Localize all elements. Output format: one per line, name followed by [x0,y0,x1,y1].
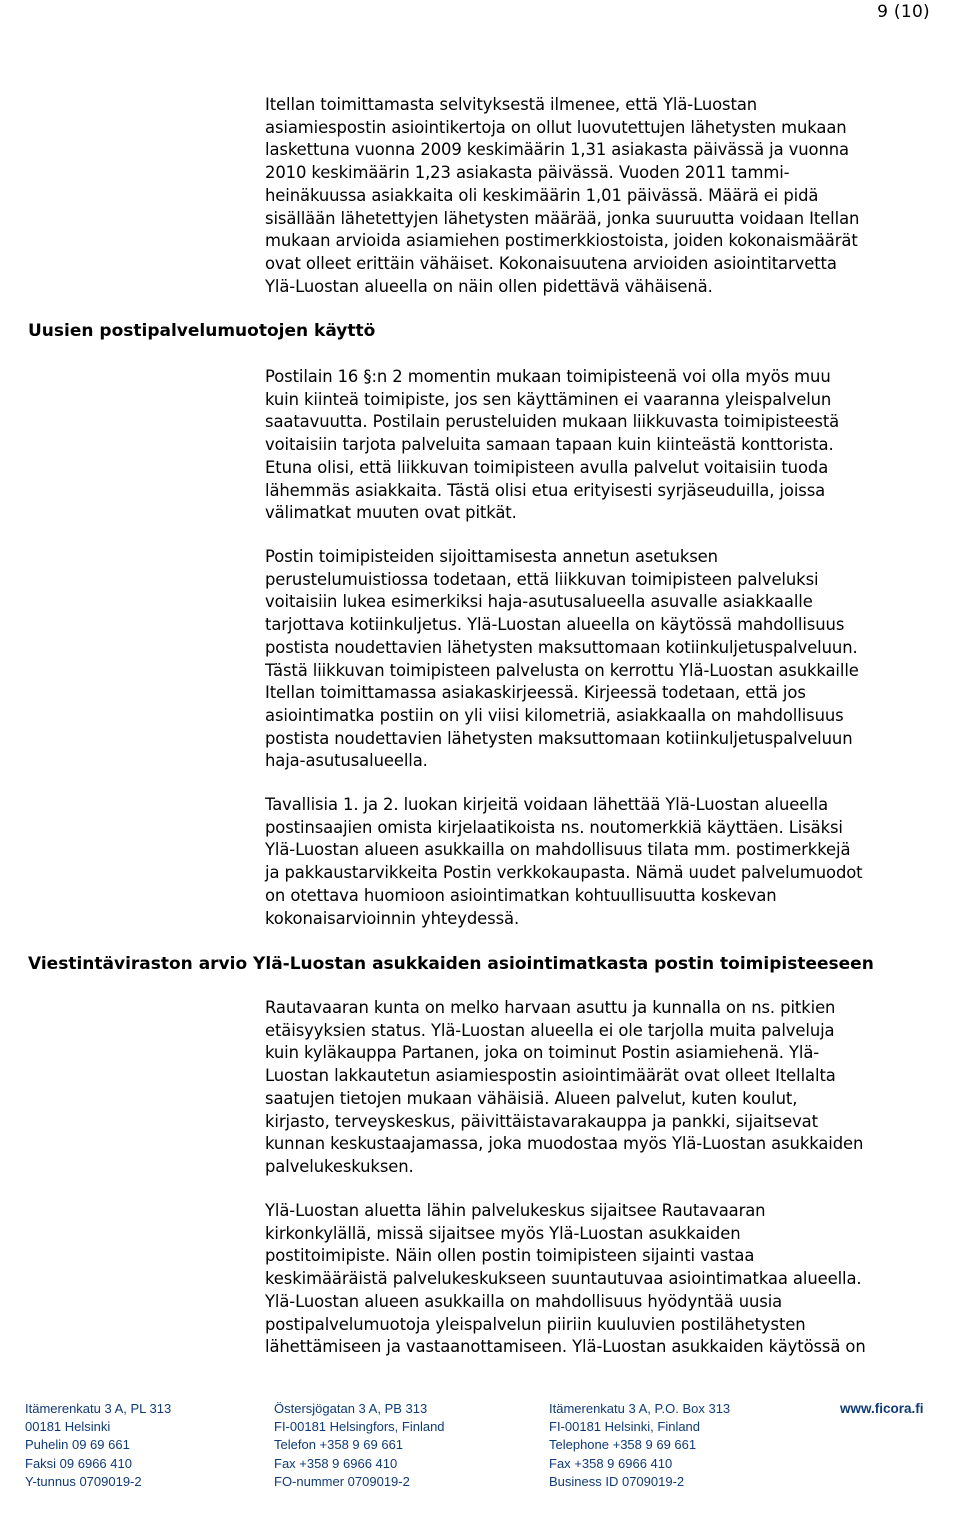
paragraph-postal-law [265,366,960,525]
footer-address-swedish [274,1400,445,1491]
footer-line: Telefon +358 9 69 661 [274,1437,404,1453]
text-line: palvelukeskuksen. [265,1156,414,1176]
text-line: voitaisiin lukea esimerkiksi haja-asutusalueella asuvalle asiakkaalle [265,592,813,612]
text-line: postipalvelumuotoja yleispalvelun piiriin kuuluvien postilähetysten [265,1314,806,1334]
text-line: Ylä-Luostan alueen asukkailla on mahdollisuus tilata mm. postimerkkejä [265,840,851,860]
text-line: tarjottava kotiinkuljetus. Ylä-Luostan alueella on käytössä mahdollisuus [265,615,845,635]
footer-address-english [549,1400,730,1491]
text-line: laskettuna vuonna 2009 keskimäärin 1,31 asiakasta päivässä ja vuonna [265,140,849,160]
text-line: on otettava huomioon asiointimatkan kohtuullisuutta koskevan [265,885,777,905]
footer-line: 00181 Helsinki [25,1419,111,1435]
text-line: välimatkat muuten ovat pitkät. [265,503,517,523]
text-line: postitoimipiste. Näin ollen postin toimipisteen sijainti vastaa [265,1246,755,1266]
text-line: asiointimatka postiin on yli viisi kilometriä, asiakkaalla on mahdollisuus [265,705,844,725]
text-line: Ylä-Luostan aluetta lähin palvelukeskus sijaitsee Rautavaaran [265,1201,766,1220]
text-line: 2010 keskimäärin 1,23 asiakasta päivässä. Vuoden 2011 tammi- [265,163,790,183]
website-link[interactable]: www.ficora.fi [840,1401,924,1416]
footer-line: Östersjögatan 3 A, PB 313 [274,1401,428,1416]
text-line: kunnan keskustaajamassa, joka muodostaa myös Ylä-Luostan asukkaiden [265,1134,864,1154]
text-line: mukaan arvioida asiamiehen postimerkkiostoista, joiden kokonaismäärät [265,231,858,251]
footer-line: Puhelin 09 69 661 [25,1437,130,1453]
text-line: saatujen tietojen mukaan vähäisiä. Alueen palvelut, kuten koulut, [265,1088,798,1108]
text-line: Ylä-Luostan alueella on näin ollen pidettävä vähäisenä. [265,276,713,296]
footer-line: Itämerenkatu 3 A, P.O. Box 313 [549,1401,731,1416]
footer-line: Itämerenkatu 3 A, PL 313 [25,1401,172,1416]
footer-line: Y-tunnus 0709019-2 [25,1473,142,1489]
page-number: 9 (10) [877,2,930,22]
text-line: kuin kiinteä toimipiste, jos sen käyttäminen ei vaaranna yleispalvelun [265,389,832,409]
footer-line: FI-00181 Helsingfors, Finland [274,1419,445,1435]
text-line: Tavallisia 1. ja 2. luokan kirjeitä voidaan lähettää Ylä-Luostan alueella [265,795,829,814]
text-line: postista noudettavien lähetysten maksuttomaan kotiinkuljetuspalveluun. [265,637,858,657]
text-line: ovat olleet erittäin vähäiset. Kokonaisuutena arvioiden asiointitarvetta [265,253,837,273]
section-heading-new-services: Uusien postipalvelumuotojen käyttö [28,321,376,341]
text-line: Postilain 16 §:n 2 momentin mukaan toimipisteenä voi olla myös muu [265,367,831,386]
text-line: keskimääräistä palvelukeskukseen suuntautuvaa asiointimatkaa alueella. [265,1269,862,1289]
text-line: postista noudettavien lähetysten maksuttomaan kotiinkuljetuspalveluun [265,728,853,748]
paragraph-rautavaara [265,997,960,1179]
footer-line: FI-00181 Helsinki, Finland [549,1419,701,1435]
text-line: saatavuutta. Postilain perusteluiden mukaan liikkuvasta toimipisteestä [265,412,840,432]
text-line: kirkonkylällä, missä sijaitsee myös Ylä-Luostan asukkaiden [265,1223,741,1243]
text-line: lähemmäs asiakkaita. Tästä olisi etua erityisesti syrjäseuduilla, joissa [265,480,826,500]
footer-line: Business ID 0709019-2 [549,1473,685,1489]
footer-line: Faksi 09 6966 410 [25,1455,132,1471]
footer-line: Fax +358 9 6966 410 [274,1455,398,1471]
text-line: Postin toimipisteiden sijoittamisesta annetun asetuksen [265,547,718,566]
text-line: perustelumuistiossa todetaan, että liikkuvan toimipisteen palveluksi [265,569,819,589]
text-line: etäisyyksien status. Ylä-Luostan alueella ei ole tarjolla muita palveluja [265,1020,835,1040]
text-line: Etuna olisi, että liikkuvan toimipisteen avulla palvelut voitaisiin tuoda [265,457,829,477]
text-line: Tästä liikkuvan toimipisteen palvelusta on kerrottu Ylä-Luostan asukkaille [265,660,859,680]
footer-address-finnish [25,1400,171,1491]
section-heading-assessment: Viestintäviraston arvio Ylä-Luostan asukkaiden asiointimatkasta postin toimipisteeseen [28,954,874,974]
paragraph-mobile-office [265,546,960,773]
text-line: heinäkuussa asiakkaita oli keskimäärin 1,01 päivässä. Määrä ei pidä [265,185,819,205]
text-line: Itellan toimittamassa asiakaskirjeessä. Kirjeessä todetaan, että jos [265,683,806,703]
text-line: voitaisiin tarjota palveluita samaan tapaan kuin kiinteästä konttorista. [265,435,834,455]
text-line: lähettämiseen ja vastaanottamiseen. Ylä-Luostan asukkaiden käytössä on [265,1337,866,1357]
paragraph-service-center [265,1200,960,1359]
page-footer [0,1400,960,1500]
text-line: Ylä-Luostan alueen asukkailla on mahdollisuus hyödyntää uusia [265,1291,783,1311]
paragraph-letters [265,794,960,930]
text-line: Luostan lakkautetun asiamiespostin asiointimäärät ovat olleet Itellalta [265,1066,836,1086]
text-line: sisällään lähetettyjen lähetysten määrää, jonka suuruutta voidaan Itellan [265,208,860,228]
text-line: kuin kyläkauppa Partanen, joka on toiminut Postin asiamiehenä. Ylä- [265,1043,820,1063]
text-line: kirjasto, terveyskeskus, päivittäistavarakauppa ja pankki, sijaitsevat [265,1111,818,1131]
text-line: Rautavaaran kunta on melko harvaan asuttu ja kunnalla on ns. pitkien [265,998,836,1017]
footer-line: FO-nummer 0709019-2 [274,1473,410,1489]
text-line: ja pakkaustarvikkeita Postin verkkokaupasta. Nämä uudet palvelumuodot [265,863,863,883]
text-line: haja-asutusalueella. [265,751,428,771]
text-line: Itellan toimittamasta selvityksestä ilmenee, että Ylä-Luostan [265,95,758,114]
text-line: asiamiespostin asiointikertoja on ollut luovutettujen lähetysten mukaan [265,117,847,137]
footer-line: Fax +358 9 6966 410 [549,1455,673,1471]
text-line: postinsaajien omista kirjelaatikoista ns. noutomerkkiä käyttäen. Lisäksi [265,817,843,837]
paragraph-itella-report [265,94,960,298]
text-line: kokonaisarvioinnin yhteydessä. [265,908,520,928]
footer-line: Telephone +358 9 69 661 [549,1437,697,1453]
